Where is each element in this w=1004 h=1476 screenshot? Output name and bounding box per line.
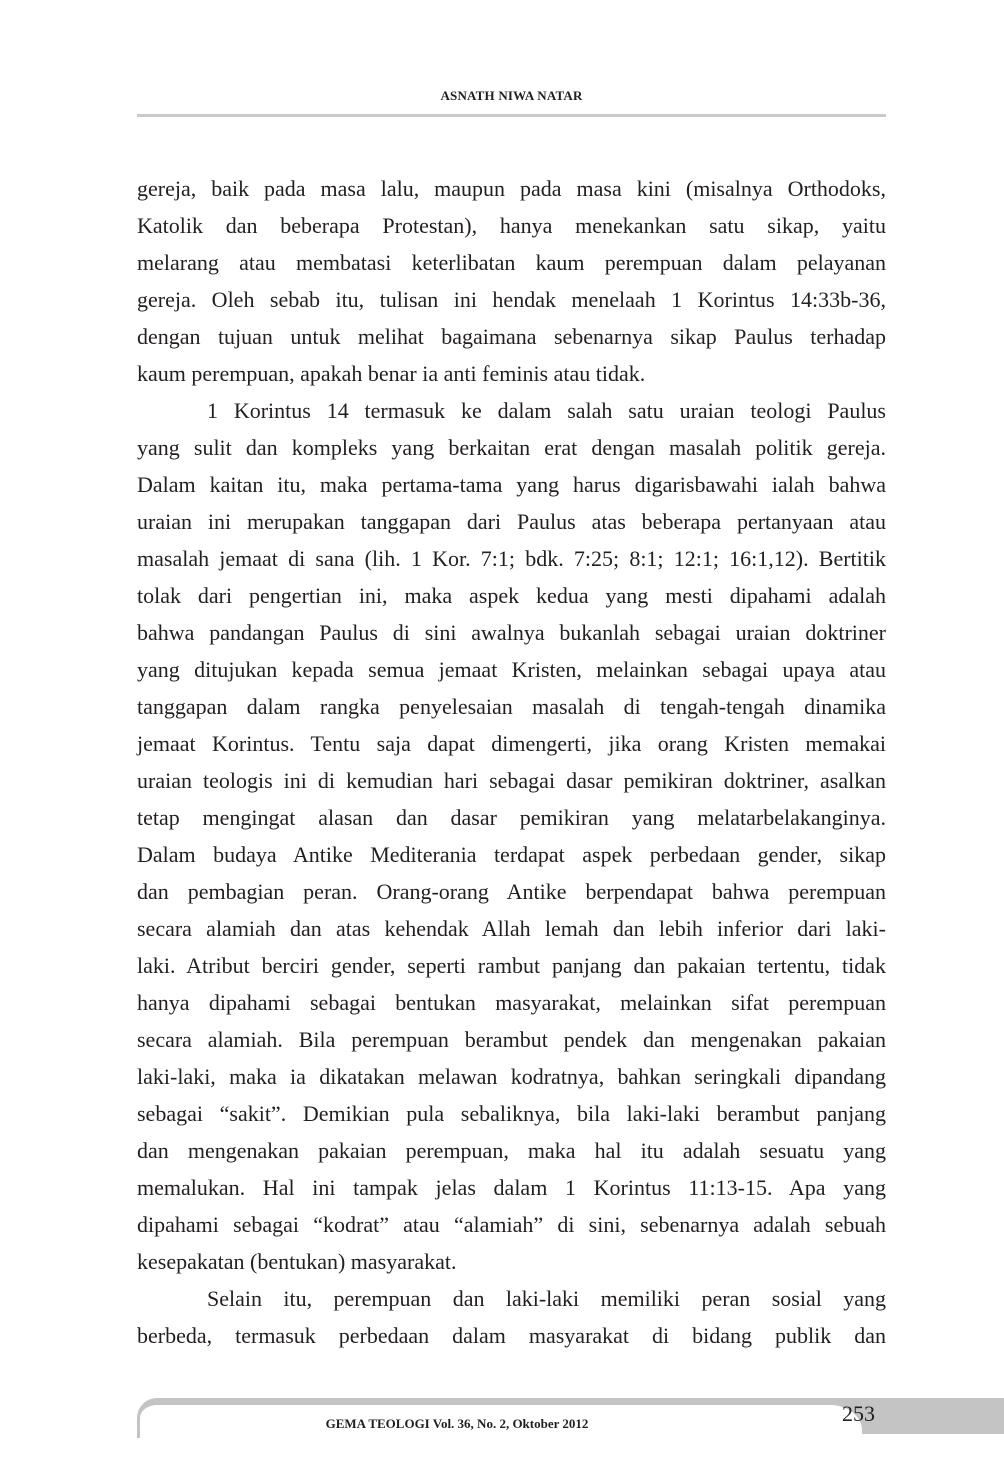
text-line: gereja. Oleh sebab itu, tulisan ini hendak menelaah 1 Korintus 14:33b-36, — [137, 287, 886, 312]
text-line: secara alamiah. Bila perempuan berambut pendek dan mengenakan pakaian — [137, 1027, 886, 1052]
text-line: melarang atau membatasi keterlibatan kaum perempuan dalam pelayanan — [137, 250, 886, 275]
text-line: Dalam budaya Antike Mediterania terdapat aspek perbedaan gender, sikap — [137, 842, 886, 867]
text-line: Dalam kaitan itu, maka pertama-tama yang harus digarisbawahi ialah bahwa — [137, 472, 886, 497]
text-line: uraian ini merupakan tanggapan dari Paulus atas beberapa pertanyaan atau — [137, 509, 886, 534]
text-line: tanggapan dalam rangka penyelesaian masalah di tengah-tengah dinamika — [137, 694, 886, 719]
text-line: kaum perempuan, apakah benar ia anti feminis atau tidak. — [137, 361, 646, 386]
text-line: yang sulit dan kompleks yang berkaitan erat dengan masalah politik gereja. — [137, 435, 886, 460]
text-line: Katolik dan beberapa Protestan), hanya menekankan satu sikap, yaitu — [137, 213, 886, 238]
running-header-title: ASNATH NIWA NATAR — [440, 88, 583, 103]
text-line: kesepakatan (bentukan) masyarakat. — [137, 1249, 457, 1274]
text-line: dan pembagian peran. Orang-orang Antike berpendapat bahwa perempuan — [137, 879, 886, 904]
text-line: masalah jemaat di sana (lih. 1 Kor. 7:1; bdk. 7:25; 8:1; 12:1; 16:1,12). Bertitik — [137, 546, 886, 571]
footer-journal-citation: GEMA TEOLOGI Vol. 36, No. 2, Oktober 2012 — [325, 1416, 589, 1431]
text-line: tetap mengingat alasan dan dasar pemikiran yang melatarbelakanginya. — [137, 805, 886, 830]
text-line: tolak dari pengertian ini, maka aspek kedua yang mesti dipahami adalah — [137, 583, 886, 608]
text-line: berbeda, termasuk perbedaan dalam masyarakat di bidang publik dan — [137, 1323, 886, 1348]
page-number: 253 — [842, 1401, 875, 1426]
text-line: secara alamiah dan atas kehendak Allah lemah dan lebih inferior dari laki- — [137, 916, 886, 941]
text-line: jemaat Korintus. Tentu saja dapat dimengerti, jika orang Kristen memakai — [137, 731, 886, 756]
text-line: gereja, baik pada masa lalu, maupun pada masa kini (misalnya Orthodoks, — [137, 176, 886, 201]
body-text — [137, 170, 886, 1354]
text-line: laki. Atribut berciri gender, seperti rambut panjang dan pakaian tertentu, tidak — [137, 953, 886, 978]
text-line: uraian teologis ini di kemudian hari sebagai dasar pemikiran doktriner, asalkan — [137, 768, 886, 793]
paragraph-start-line: 1 Korintus 14 termasuk ke dalam salah satu uraian teologi Paulus — [207, 398, 886, 423]
text-line: dengan tujuan untuk melihat bagaimana sebenarnya sikap Paulus terhadap — [137, 324, 886, 349]
paragraph-start-line: Selain itu, perempuan dan laki-laki memiliki peran sosial yang — [207, 1286, 886, 1311]
text-line: yang ditujukan kepada semua jemaat Kristen, melainkan sebagai upaya atau — [137, 657, 886, 682]
text-line: laki-laki, maka ia dikatakan melawan kodratnya, bahkan seringkali dipandang — [137, 1064, 886, 1089]
text-line: bahwa pandangan Paulus di sini awalnya bukanlah sebagai uraian doktriner — [137, 620, 886, 645]
text-line: memalukan. Hal ini tampak jelas dalam 1 Korintus 11:13-15. Apa yang — [137, 1175, 886, 1200]
text-line: dipahami sebagai “kodrat” atau “alamiah” di sini, sebenarnya adalah sebuah — [137, 1212, 886, 1237]
text-line: hanya dipahami sebagai bentukan masyarakat, melainkan sifat perempuan — [137, 990, 886, 1015]
header-rule — [137, 114, 886, 117]
text-line: sebagai “sakit”. Demikian pula sebaliknya, bila laki-laki berambut panjang — [137, 1101, 886, 1126]
text-line: dan mengenakan pakaian perempuan, maka hal itu adalah sesuatu yang — [137, 1138, 886, 1163]
